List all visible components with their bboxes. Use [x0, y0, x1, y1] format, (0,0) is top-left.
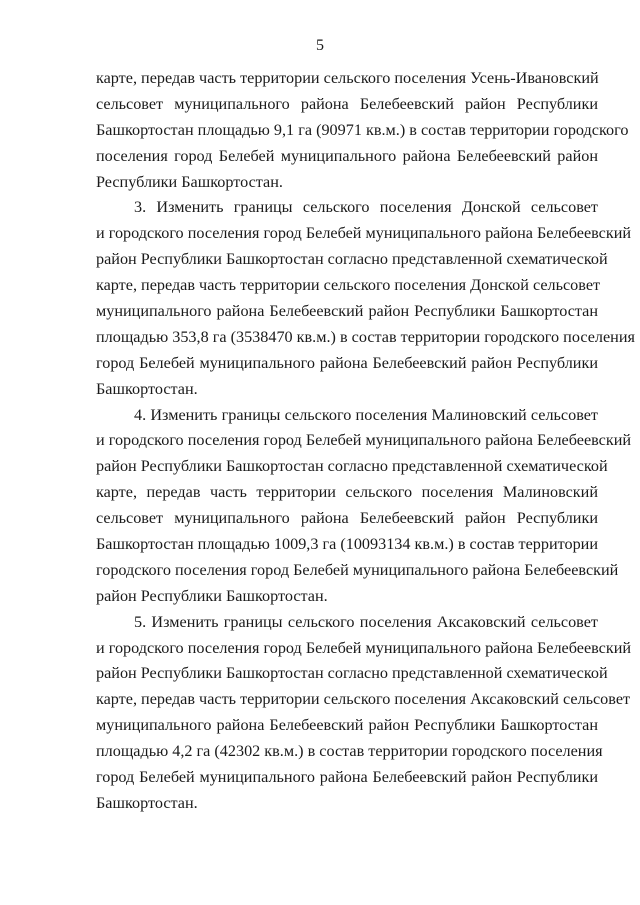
- text-line: городского поселения город Белебей муниципального района Белебеевский: [96, 560, 619, 579]
- text-line: Башкортостан площадью 9,1 га (90971 кв.м.) в состав территории городского: [96, 120, 629, 139]
- text-line: 5. Изменить границы сельского поселения Аксаковский сельсовет: [134, 612, 598, 631]
- paragraph-1: [96, 66, 629, 195]
- text-line: карте, передав часть территории сельского поселения Аксаковский сельсовет: [96, 690, 631, 709]
- text-line: поселения город Белебей муниципального района Белебеевский район: [96, 146, 598, 165]
- text-line: и городского поселения город Белебей муниципального района Белебеевский: [96, 224, 632, 243]
- text-line: карте, передав часть территории сельского поселения Усень-Ивановский: [96, 69, 599, 87]
- text-line: муниципального района Белебеевский район Республики Башкортостан: [96, 302, 598, 321]
- text-line: район Республики Башкортостан согласно представленной схематической: [96, 457, 608, 476]
- text-line: и городского поселения город Белебей муниципального района Белебеевский: [96, 431, 632, 450]
- text-line: карте, передав часть территории сельского поселения Малиновский: [96, 483, 598, 502]
- text-line: 3. Изменить границы сельского поселения Донской сельсовет: [134, 198, 598, 217]
- text-line: город Белебей муниципального района Белебеевский район Республики: [96, 353, 598, 372]
- text-line: район Республики Башкортостан.: [96, 586, 328, 605]
- text-line: Башкортостан площадью 1009,3 га (10093134 кв.м.) в состав территории: [96, 535, 599, 554]
- text-line: Башкортостан.: [96, 793, 198, 812]
- paragraph-3: [96, 403, 632, 610]
- document-body: [96, 66, 635, 817]
- text-line: сельсовет муниципального района Белебеевский район Республики: [96, 94, 598, 113]
- text-line: город Белебей муниципального района Белебеевский район Республики: [96, 768, 598, 787]
- text-line: район Республики Башкортостан согласно представленной схематической: [96, 250, 608, 269]
- text-line: район Республики Башкортостан согласно представленной схематической: [96, 664, 608, 683]
- text-line: 4. Изменить границы сельского поселения Малиновский сельсовет: [134, 405, 598, 424]
- text-line: сельсовет муниципального района Белебеевский район Республики: [96, 509, 598, 528]
- text-line: муниципального района Белебеевский район Республики Башкортостан: [96, 716, 598, 735]
- page-number: 5: [316, 37, 324, 54]
- text-line: площадью 353,8 га (3538470 кв.м.) в состав территории городского поселения: [96, 327, 635, 346]
- text-line: площадью 4,2 га (42302 кв.м.) в состав территории городского поселения: [96, 742, 603, 761]
- text-line: Башкортостан.: [96, 379, 198, 398]
- text-line: карте, передав часть территории сельского поселения Донской сельсовет: [96, 276, 601, 295]
- text-line: и городского поселения город Белебей муниципального района Белебеевский: [96, 638, 632, 657]
- paragraph-4: [96, 610, 632, 817]
- paragraph-2: [96, 195, 635, 402]
- text-line: Республики Башкортостан.: [96, 172, 283, 191]
